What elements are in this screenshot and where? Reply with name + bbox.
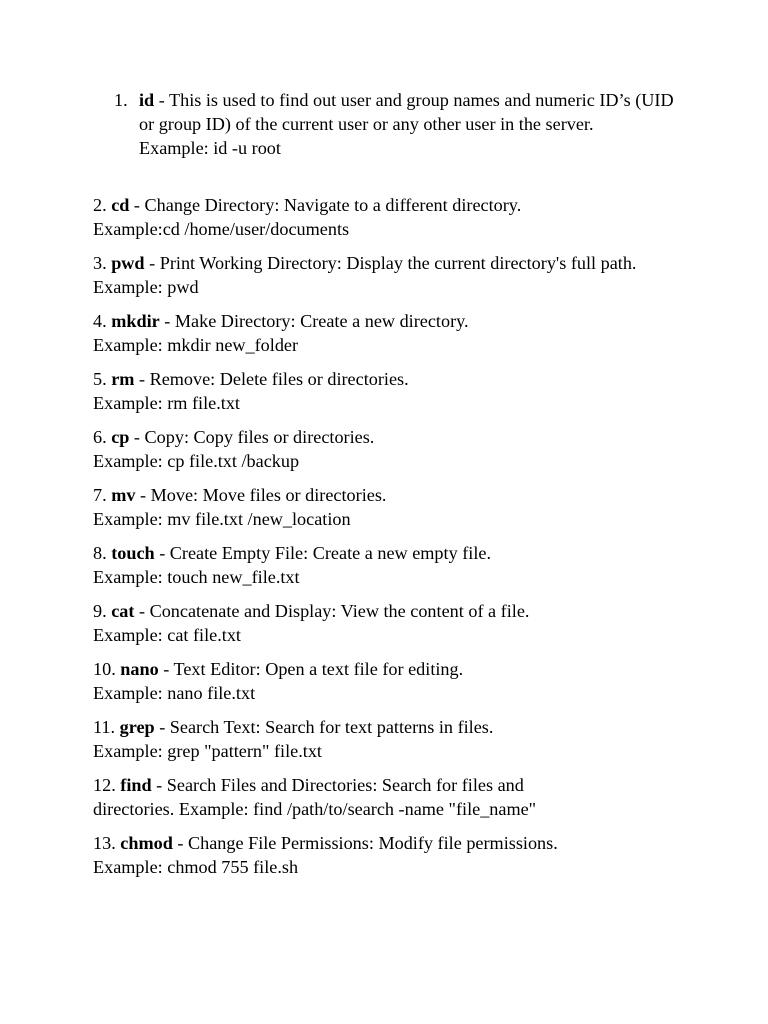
command-example: Example: nano file.txt [93, 683, 256, 704]
item-number: 1. [114, 90, 128, 110]
command-item-cp [93, 425, 683, 473]
command-description: - Search Files and Directories: Search for files and directories. [93, 775, 524, 820]
command-example: Example: cat file.txt [93, 625, 241, 646]
command-item-id [114, 88, 674, 161]
item-body [139, 88, 674, 161]
item-number: 4. [93, 311, 107, 331]
command-description: - Remove: Delete files or directories. [134, 369, 409, 389]
item-number: 11. [93, 717, 116, 737]
command-name: mkdir [111, 311, 160, 331]
command-item-chmod [93, 831, 683, 879]
item-number: 6. [93, 427, 107, 447]
item-number: 13. [93, 833, 116, 853]
command-description: - Search Text: Search for text patterns in files. [154, 717, 494, 737]
command-description: - Concatenate and Display: View the content of a file. [134, 601, 530, 621]
command-name: cat [111, 601, 135, 621]
command-description: - Copy: Copy files or directories. [129, 427, 375, 447]
item-number: 2. [93, 195, 107, 215]
command-item-pwd [93, 251, 673, 299]
command-item-grep [93, 715, 683, 763]
command-name: find [120, 775, 152, 795]
command-name: chmod [120, 833, 173, 853]
command-name: pwd [111, 253, 145, 273]
command-description: - Change Directory: Navigate to a different directory. [129, 195, 522, 215]
command-name: nano [120, 659, 159, 679]
command-item-mkdir [93, 309, 683, 357]
command-description: - Print Working Directory: Display the current directory's full path. [144, 253, 637, 273]
command-example: Example: touch new_file.txt [93, 567, 300, 588]
command-item-find [93, 773, 603, 821]
command-example: Example:cd /home/user/documents [93, 219, 350, 240]
command-description: - Create Empty File: Create a new empty file. [154, 543, 491, 563]
command-description: - This is used to find out user and group names and numeric ID’s (UID or group ID) of the current user or any other user in the server. [139, 90, 674, 135]
command-item-mv [93, 483, 683, 531]
command-item-rm [93, 367, 683, 415]
command-example: Example: id -u root [139, 138, 281, 159]
command-example: Example: find /path/to/search -name "file_name" [178, 799, 537, 820]
item-number: 9. [93, 601, 107, 621]
command-item-touch [93, 541, 683, 589]
command-name: touch [111, 543, 155, 563]
command-item-cat [93, 599, 683, 647]
command-name: id [139, 90, 155, 110]
command-example: Example: rm file.txt [93, 393, 240, 414]
item-number: 3. [93, 253, 107, 273]
command-item-nano [93, 657, 683, 705]
command-example: Example: grep "pattern" file.txt [93, 741, 322, 762]
command-item-cd [93, 193, 683, 241]
command-example: Example: mv file.txt /new_location [93, 509, 351, 530]
command-name: cp [111, 427, 130, 447]
item-number: 7. [93, 485, 107, 505]
command-name: grep [119, 717, 155, 737]
item-number: 12. [93, 775, 116, 795]
command-example: Example: mkdir new_folder [93, 335, 299, 356]
item-number: 5. [93, 369, 107, 389]
item-number: 10. [93, 659, 116, 679]
command-description: - Move: Move files or directories. [135, 485, 387, 505]
command-description: - Change File Permissions: Modify file permissions. [172, 833, 558, 853]
command-description: - Make Directory: Create a new directory. [159, 311, 469, 331]
command-name: mv [111, 485, 136, 505]
item-number: 8. [93, 543, 107, 563]
command-example: Example: pwd [93, 277, 199, 298]
command-description: - Text Editor: Open a text file for editing. [158, 659, 464, 679]
command-name: rm [111, 369, 135, 389]
command-example: Example: cp file.txt /backup [93, 451, 300, 472]
command-name: cd [111, 195, 130, 215]
command-example: Example: chmod 755 file.sh [93, 857, 299, 878]
